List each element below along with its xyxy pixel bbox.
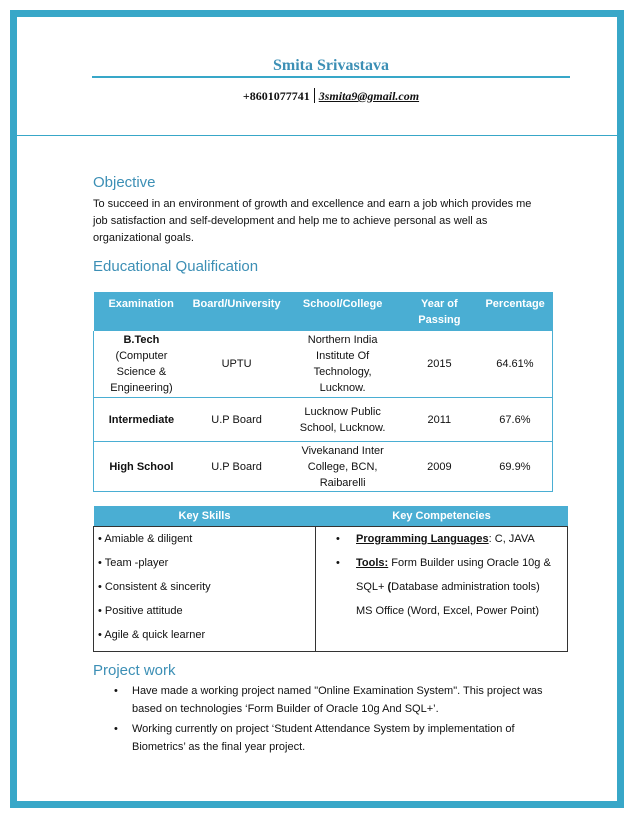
year-cell: 2011 (401, 398, 478, 442)
objective-line: organizational goals. (93, 232, 194, 244)
list-item: • Have made a working project named "Online Examination System". This project was based on technologies ‘Form Builder of Oracle 10g And SQL+’. (114, 682, 564, 718)
contact-line (92, 88, 570, 104)
email-link[interactable]: 3smita9@gmail.com (318, 89, 420, 103)
col-examination: Examination (94, 292, 189, 331)
key-skills-heading: Key Skills (94, 506, 316, 527)
key-skills-cell (94, 527, 316, 652)
list-item: • Agile & quick learner (98, 629, 206, 641)
skills-header-row (94, 506, 568, 527)
bullet-icon: • (114, 685, 118, 697)
header-divider (17, 135, 617, 136)
skills-table (93, 506, 568, 652)
table-row (94, 331, 553, 398)
objective-line: To succeed in an environment of growth and excellence and earn a job which provides me (93, 198, 532, 210)
objective-heading: Objective (93, 174, 156, 191)
bullet-icon: • (336, 533, 340, 545)
year-cell: 2009 (401, 442, 478, 492)
list-item: • Positive attitude (98, 605, 183, 617)
competency-tools-continued: SQL+ (Database administration tools) (356, 581, 540, 593)
table-row (94, 442, 553, 492)
list-item: • Working currently on project ‘Student Attendance System by implementation of Biometrics’ as the final year project. (114, 720, 564, 756)
exam-name: B.Tech (123, 334, 160, 346)
list-item: • Amiable & diligent (98, 533, 193, 545)
candidate-name: Smita Srivastava (273, 57, 389, 74)
percentage-cell: 67.6% (478, 398, 553, 442)
name-underline (92, 76, 570, 78)
skills-row (94, 527, 568, 652)
competency-tools: • Tools: Form Builder using Oracle 10g & (316, 551, 567, 575)
bullet-icon: • (114, 723, 118, 735)
board-cell: U.P Board (189, 442, 284, 492)
education-table (93, 292, 553, 492)
percentage-cell: 64.61% (478, 331, 553, 398)
bullet-icon: • (336, 557, 340, 569)
col-percentage: Percentage (478, 292, 553, 331)
competency-programming: • Programming Languages: C, JAVA (316, 527, 567, 551)
key-competencies-cell (316, 527, 568, 652)
project-list (114, 682, 564, 758)
school-cell: Lucknow Public School, Lucknow. (284, 398, 401, 442)
phone-number: +8601077741 (242, 89, 310, 103)
exam-cell (94, 331, 189, 398)
exam-name: Intermediate (108, 413, 175, 426)
board-cell: U.P Board (189, 398, 284, 442)
exam-cell (94, 398, 189, 442)
percentage-cell: 69.9% (478, 442, 553, 492)
exam-name: High School (109, 460, 174, 473)
objective-text (93, 196, 563, 247)
table-row (94, 398, 553, 442)
project-heading: Project work (93, 662, 176, 679)
list-item: • Consistent & sincerity (98, 581, 211, 593)
board-cell: UPTU (189, 331, 284, 398)
list-item: • Team -player (98, 557, 169, 569)
school-cell: Northern India Institute Of Technology, Lucknow. (284, 331, 401, 398)
exam-cell (94, 442, 189, 492)
col-board: Board/University (189, 292, 284, 331)
key-competencies-heading: Key Competencies (316, 506, 568, 527)
col-school: School/College (284, 292, 401, 331)
competency-ms-office: MS Office (Word, Excel, Power Point) (356, 605, 539, 617)
education-header-row (94, 292, 553, 331)
education-heading: Educational Qualification (93, 258, 259, 275)
objective-line: job satisfaction and self-development and help me to achieve personal as well as (93, 215, 488, 227)
col-year: Year of Passing (401, 292, 478, 331)
school-cell: Vivekanand Inter College, BCN, Raibarelli (284, 442, 401, 492)
contact-separator (314, 88, 315, 103)
exam-detail: (Computer Science & Engineering) (110, 350, 173, 394)
year-cell: 2015 (401, 331, 478, 398)
